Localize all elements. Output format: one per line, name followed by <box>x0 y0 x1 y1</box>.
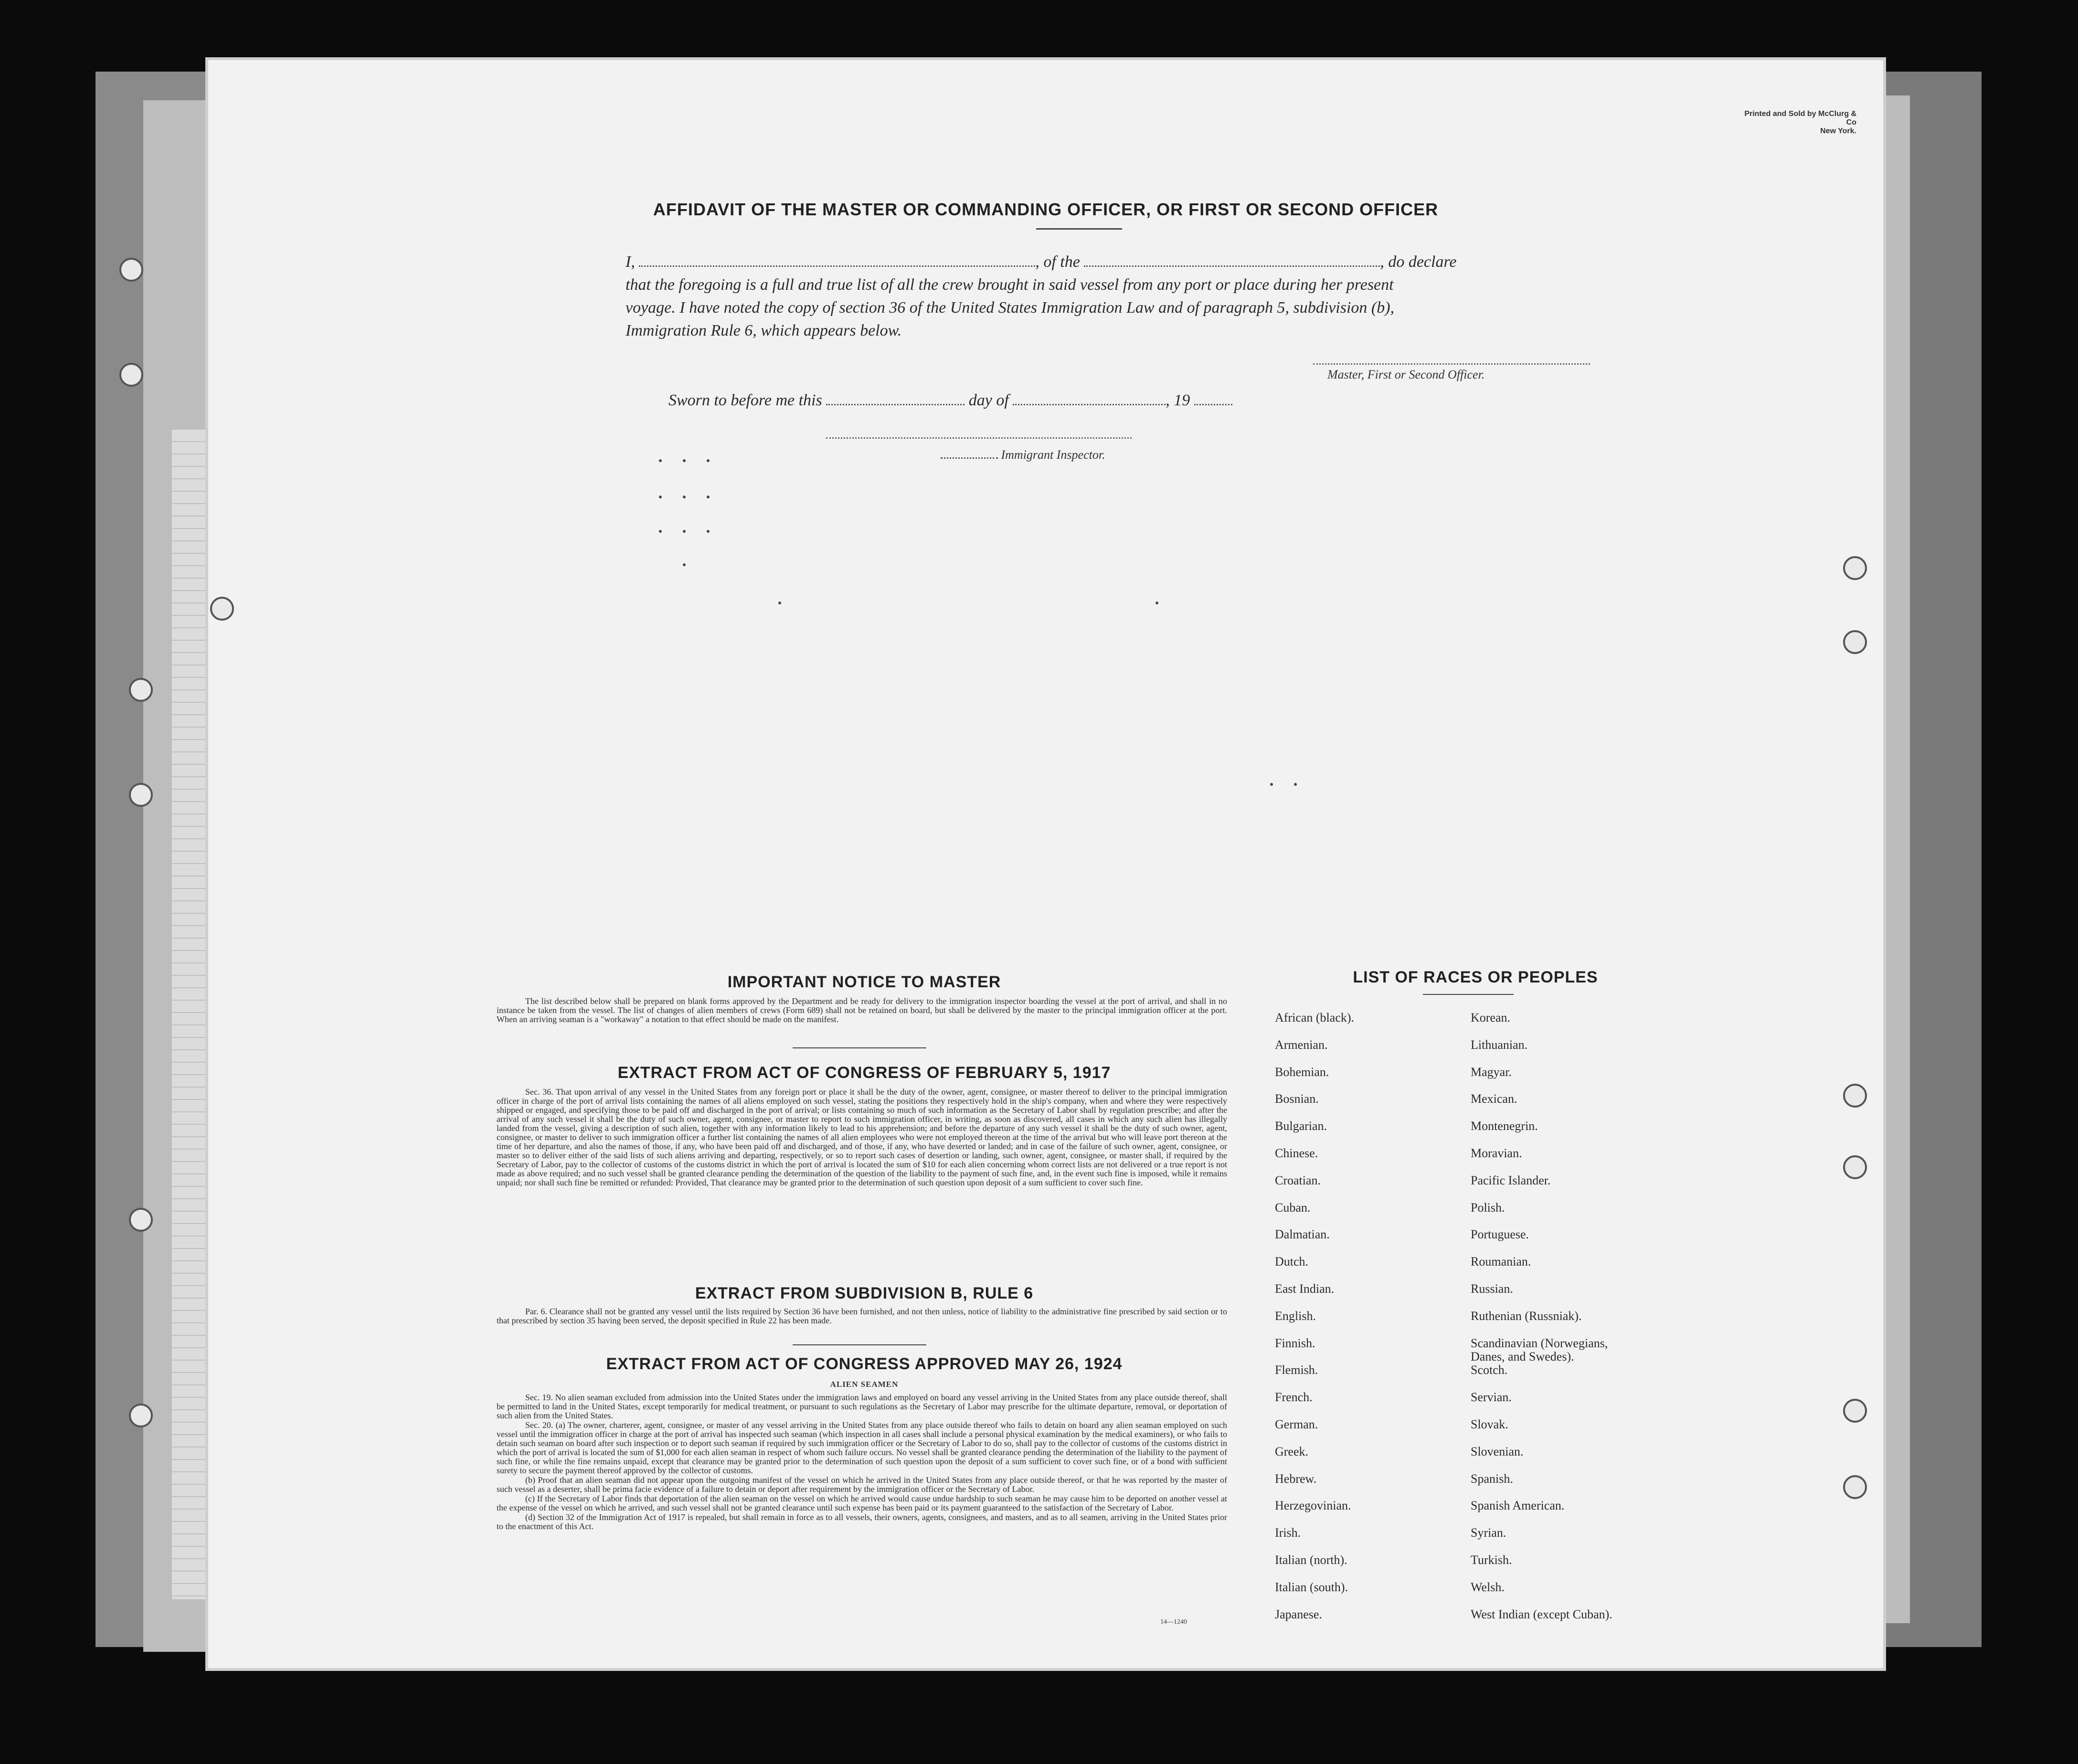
notice-text <box>497 997 1227 1025</box>
extract-rule6-text <box>497 1307 1227 1326</box>
extract-1917-title: EXTRACT FROM ACT OF CONGRESS OF FEBRUARY 5, 1917 <box>617 1064 1111 1082</box>
race-item: West Indian (except Cuban). <box>1471 1607 1612 1621</box>
affidavit-prefix: I, <box>626 253 635 271</box>
year-blank <box>1194 403 1232 405</box>
speck <box>1294 783 1297 786</box>
speck <box>683 563 686 566</box>
race-item: Lithuanian. <box>1471 1037 1528 1052</box>
inspector-label <box>941 448 1105 462</box>
separator-rule <box>793 1047 926 1048</box>
race-item: Ruthenian (Russniak). <box>1471 1309 1582 1323</box>
form-number: 14—1240 <box>1160 1618 1187 1626</box>
printer-imprint <box>1732 110 1856 136</box>
race-item: Italian (north). <box>1275 1553 1347 1567</box>
affidavit-line-3: voyage. I have noted the copy of section 36 of the United States Immigration Law and of paragraph 5, subdivision (b), <box>626 299 1395 317</box>
speck <box>659 530 662 533</box>
sworn-day-of: day of <box>968 391 1009 409</box>
race-item: Flemish. <box>1275 1363 1318 1377</box>
extract-1924-paragraph: Sec. 19. No alien seaman excluded from admission into the United States under the immigration laws and employed on board any vessel arriving in the United States from any place outside thereof, shall be permitted to land in the United States, except temporarily for medical treatment, or pursuant to such regulations as the Secretary of Labor may prescribe for the ultimate departure, removal, or deportation of such alien from the United States. <box>497 1393 1227 1420</box>
race-item: Slovak. <box>1471 1417 1508 1431</box>
punch-hole <box>129 1208 153 1232</box>
month-blank <box>1013 403 1166 405</box>
punch-hole <box>210 597 234 621</box>
races-title <box>1304 968 1647 987</box>
speck <box>707 496 710 498</box>
signature-label: Master, First or Second Officer. <box>1327 368 1485 381</box>
race-item: Servian. <box>1471 1390 1512 1405</box>
extract-rule6-title: EXTRACT FROM SUBDIVISION B, RULE 6 <box>695 1284 1034 1302</box>
punch-hole <box>1843 1475 1867 1499</box>
race-item: Herzegovinian. <box>1275 1499 1351 1513</box>
speck <box>659 496 662 498</box>
race-item: Syrian. <box>1471 1526 1506 1540</box>
races-title-rule <box>1423 994 1514 995</box>
race-item: Montenegrin. <box>1471 1119 1538 1133</box>
race-item: Finnish. <box>1275 1336 1315 1350</box>
punch-hole <box>129 678 153 702</box>
race-item: Dalmatian. <box>1275 1227 1330 1242</box>
signature-line <box>1313 363 1590 365</box>
race-item: Greek. <box>1275 1444 1309 1458</box>
speck <box>683 496 686 498</box>
extract-1924-text <box>497 1393 1227 1532</box>
punch-hole <box>1843 1399 1867 1423</box>
race-item: English. <box>1275 1309 1316 1323</box>
speck <box>707 530 710 533</box>
race-item: Bosnian. <box>1275 1092 1319 1106</box>
race-item: Korean. <box>1471 1011 1511 1025</box>
speck <box>707 459 710 462</box>
sworn-prefix: Sworn to before me this <box>668 391 822 409</box>
race-item: Pacific Islander. <box>1471 1173 1551 1187</box>
punch-hole <box>119 363 143 387</box>
race-item: Russian. <box>1471 1282 1513 1296</box>
punch-hole <box>129 1404 153 1427</box>
speck <box>1156 602 1158 604</box>
form-page <box>205 57 1886 1671</box>
name-blank <box>639 265 1035 267</box>
punch-hole <box>129 783 153 807</box>
alien-seamen-subtitle: ALIEN SEAMEN <box>830 1380 899 1389</box>
sworn-line <box>668 391 1232 410</box>
separator-rule <box>793 1344 926 1345</box>
extract-1924-paragraph: (c) If the Secretary of Labor finds that deportation of the alien seaman on the vessel on which he arrived would cause undue hardship to such seaman he may cause him to be deported on another vessel at the expense of the vessel on which he arrived, and such vessel shall not be granted clearance until such expense has been paid or its payment guaranteed to the satisfaction of the Secretary of Labor. <box>497 1494 1227 1512</box>
race-item: Turkish. <box>1471 1553 1512 1567</box>
race-item: Cuban. <box>1275 1200 1311 1215</box>
extract-1917-paragraph: Sec. 36. That upon arrival of any vessel in the United States from any foreign port or place it shall be the duty of the owner, agent, consignee, or master thereof to deliver to the principal immigration officer in charge of the port of arrival lists containing the names of all aliens employed on such vessel, stating the positions they respectively hold in the ship's company, when and where they were respectively shipped or engaged, and specifying those to be paid off and discharged in the port of arrival; or lists containing so much of such information as the Secretary of Labor shall by regulation prescribe; and after the arrival of any such vessel it shall be the duty of such owner, agent, consignee, or master to report to such immigration officer, in writing, as soon as discovered, all cases in which any such alien has illegally landed from the vessel, giving a description of such alien, together with any information likely to lead to his apprehension; and before the departure of any such vessel it shall be the duty of such owner, agent, consignee, or master to deliver to such immigration officer a further list containing the names of all alien employees who were not employed thereon at the time of the arrival but who will leave port thereon at the time of her departure, and also the names of those, if any, who have been paid off and discharged, and of those, if any, who have deserted or landed; and in case of the failure of such owner, agent, consignee, or master so to deliver either of the said lists of such aliens arriving and departing, respectively, or so to report such cases of desertion or landing, such owner, agent, consignee, or master shall, if required by the Secretary of Labor, pay to the collector of customs of the customs district in which the port of arrival is located the sum of $10 for each alien concerning whom correct lists are not delivered or a true report is not made as above required; and no such vessel shall be granted clearance pending the determination of the question of the liability to the payment of such fine, and, in the event such fine is imposed, while it remains unpaid; nor shall such fine be remitted or refunded: Provided, That clearance may be granted prior to the determination of such question upon deposit of a sum sufficient to cover such fine. <box>497 1087 1227 1187</box>
race-item: Moravian. <box>1471 1146 1522 1160</box>
affidavit-line-4: Immigration Rule 6, which appears below. <box>626 322 902 339</box>
day-blank <box>826 403 965 405</box>
race-item: Spanish American. <box>1471 1499 1565 1513</box>
extract-1924-paragraph: Sec. 20. (a) The owner, charterer, agent, consignee, or master of any vessel arriving in the United States from any place outside thereof who fails to detain on board any alien seaman employed on such vessel until the immigration officer in charge at the port of arrival has inspected such seaman (which inspection in all cases shall include a personal physical examination by the medical examiners), or who fails to detain such seaman on board after such inspection or to deport such seaman if required by such immigration officer or the Secretary of Labor to do so, shall pay to the collector of customs of the customs district in which the port of arrival is located the sum of $1,000 for each alien seaman in respect of whom such failure occurs. No vessel shall be granted clearance pending the determination of the liability to the payment of such fine, or while the fine remains unpaid, except that clearance may be granted prior to the determination of such question upon the deposit of a sum sufficient to cover such fine, or of a bond with sufficient surety to secure the payment thereof approved by the collector of customs. <box>497 1420 1227 1475</box>
inspector-signature-line <box>826 437 1132 439</box>
inspector-label-text: Immigrant Inspector. <box>1001 448 1105 462</box>
punch-hole <box>1843 556 1867 580</box>
race-item: Magyar. <box>1471 1065 1512 1079</box>
race-item: East Indian. <box>1275 1282 1335 1296</box>
race-item: Mexican. <box>1471 1092 1517 1106</box>
printer-imprint-line: New York. <box>1820 127 1856 135</box>
speck <box>659 459 662 462</box>
race-item: German. <box>1275 1417 1318 1431</box>
race-item: Bulgarian. <box>1275 1119 1327 1133</box>
race-item: Portuguese. <box>1471 1227 1529 1242</box>
inspector-blank <box>941 457 998 459</box>
race-item: Slovenian. <box>1471 1444 1524 1458</box>
race-item: African (black). <box>1275 1011 1355 1025</box>
race-item: Spanish. <box>1471 1471 1513 1486</box>
race-item: Bohemian. <box>1275 1065 1329 1079</box>
race-item: Roumanian. <box>1471 1255 1531 1269</box>
race-item: Scotch. <box>1471 1363 1508 1377</box>
speck <box>1270 783 1273 786</box>
race-item: Italian (south). <box>1275 1580 1348 1594</box>
notice-paragraph: The list described below shall be prepared on blank forms approved by the Department and be ready for delivery to the immigration inspector boarding the vessel at the port of arrival, and shall in no instance be taken from the vessel. The list of changes of alien members of crews (Form 689) shall not be retained on board, but shall be delivered by the master to the principal immigration officer at the port. When an arriving seaman is a "workaway" a notation to that effect should be made on the manifest. <box>497 996 1227 1024</box>
race-item: Scandinavian (Norwegians, <box>1471 1336 1608 1350</box>
punch-hole <box>119 258 143 282</box>
speck <box>683 530 686 533</box>
affidavit-do-declare: , do declare <box>1380 253 1457 271</box>
affidavit-of-the: , of the <box>1035 253 1080 271</box>
affidavit-line-2: that the foregoing is a full and true list of all the crew brought in said vessel from any port or place during her present <box>626 276 1394 294</box>
punch-hole <box>1843 1084 1867 1108</box>
affidavit-line-1 <box>626 253 1457 271</box>
title-rule <box>1036 228 1122 230</box>
race-item: Welsh. <box>1471 1580 1505 1594</box>
punch-hole <box>1843 1155 1867 1179</box>
race-item: Croatian. <box>1275 1173 1321 1187</box>
extract-rule6-paragraph: Par. 6. Clearance shall not be granted any vessel until the lists required by Section 36 have been furnished, and not then unless, notice of liability to the administrative fine prescribed by said section or to that prescribed by section 35 having been served, the deposit specified in Rule 22 has been made. <box>497 1307 1227 1325</box>
extract-1917-text <box>497 1088 1227 1188</box>
punch-hole <box>1843 630 1867 654</box>
extract-1924-paragraph: (d) Section 32 of the Immigration Act of 1917 is repealed, but shall remain in force as to all vessels, their owners, agents, consignees, and masters, and as to all seamen, arriving in the United States prior to the enactment of this Act. <box>497 1512 1227 1531</box>
race-item: Irish. <box>1275 1526 1301 1540</box>
race-item: Armenian. <box>1275 1037 1328 1052</box>
extract-1924-paragraph: (b) Proof that an alien seaman did not appear upon the outgoing manifest of the vessel on which he arrived in the United States from any place outside thereof, or that he was reported by the master of such vessel as a deserter, shall be prima facie evidence of a failure to detain or deport after requirement by the immigration officer or the Secretary of Labor. <box>497 1475 1227 1494</box>
vessel-blank <box>1084 265 1380 267</box>
race-item: Chinese. <box>1275 1146 1318 1160</box>
race-item: Polish. <box>1471 1200 1505 1215</box>
affidavit-title: AFFIDAVIT OF THE MASTER OR COMMANDING OFFICER, OR FIRST OR SECOND OFFICER <box>653 200 1439 219</box>
extract-1924-title: EXTRACT FROM ACT OF CONGRESS APPROVED MAY 26, 1924 <box>606 1355 1123 1373</box>
printer-imprint-line: Printed and Sold by McClurg & Co <box>1744 110 1856 127</box>
race-item: Hebrew. <box>1275 1471 1317 1486</box>
races-title-text: LIST OF RACES OR PEOPLES <box>1353 968 1598 986</box>
speck <box>683 459 686 462</box>
sworn-year: , 19 <box>1166 391 1190 409</box>
race-item-continuation: Danes, and Swedes). <box>1471 1349 1574 1363</box>
notice-title: IMPORTANT NOTICE TO MASTER <box>727 973 1001 991</box>
race-item: Japanese. <box>1275 1607 1322 1621</box>
race-item: French. <box>1275 1390 1313 1405</box>
race-item: Dutch. <box>1275 1255 1309 1269</box>
speck <box>778 602 781 604</box>
